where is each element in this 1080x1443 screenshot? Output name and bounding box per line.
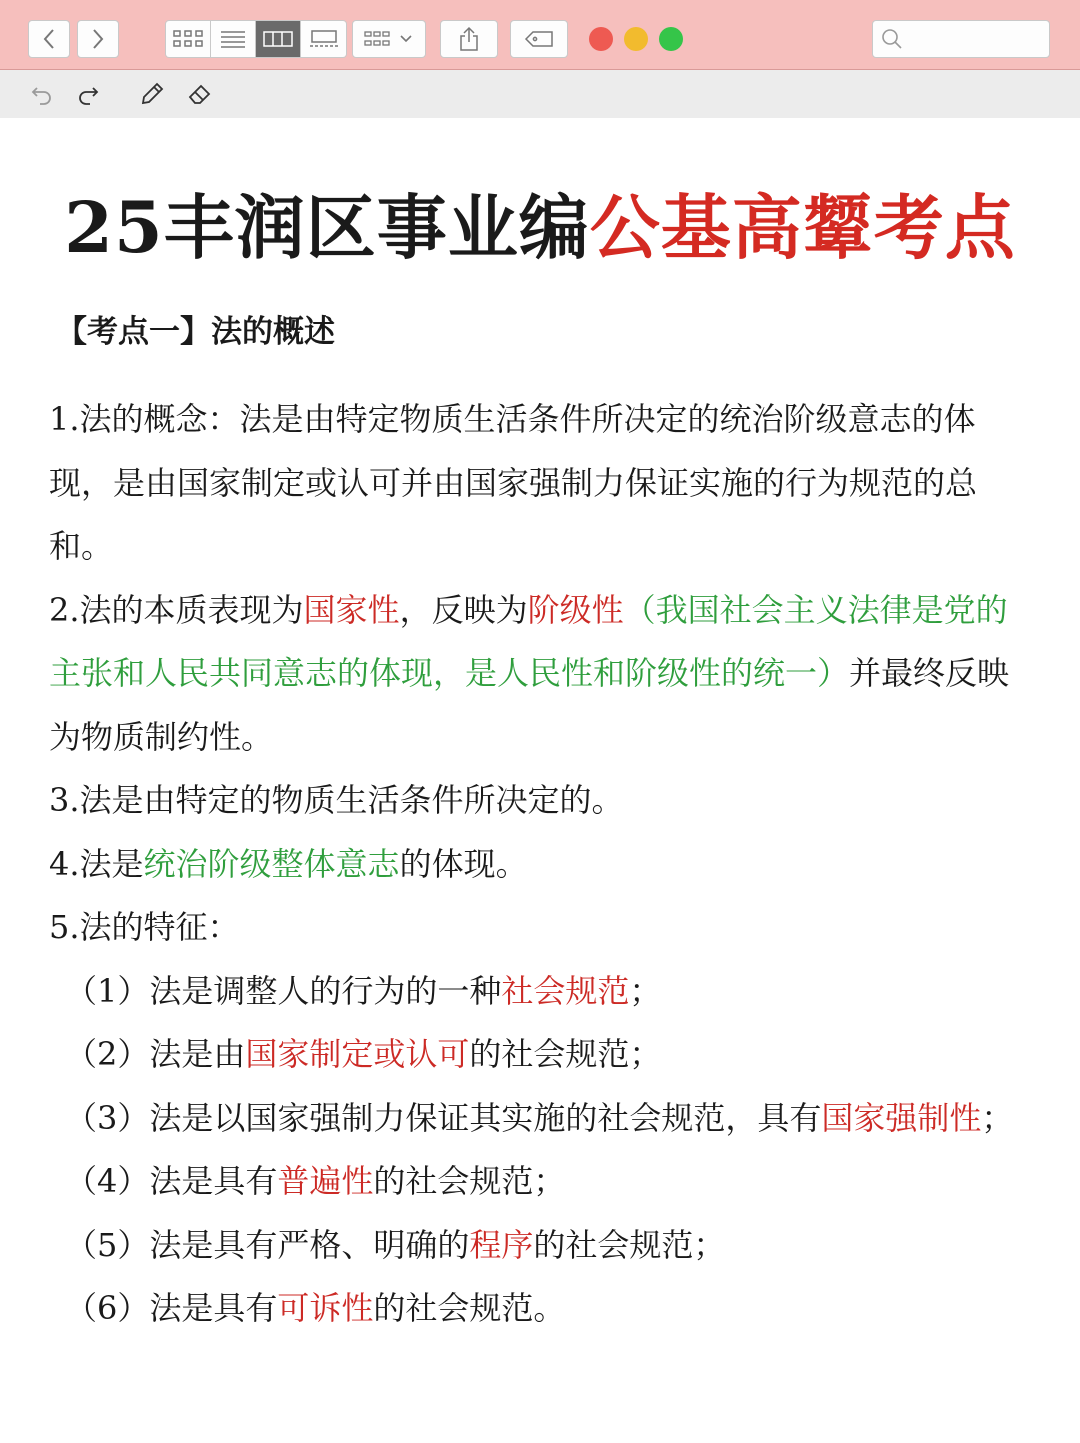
redo-button[interactable] bbox=[74, 80, 102, 108]
paragraph-4 bbox=[49, 833, 1039, 897]
text: 的社会规范； bbox=[469, 1035, 662, 1073]
text: ，反映为 bbox=[399, 590, 528, 629]
section-heading: 【考点一】法的概述 bbox=[56, 314, 335, 350]
gallery-view-icon bbox=[309, 30, 339, 48]
document-body bbox=[49, 388, 1039, 1341]
window-toolbar bbox=[0, 0, 1080, 70]
feature-item-3 bbox=[49, 1087, 1039, 1151]
text: 的社会规范。 bbox=[373, 1289, 566, 1327]
text: （5）法是具有严格、明确的 bbox=[65, 1225, 470, 1264]
text: 2.法的本质表现为 bbox=[49, 590, 304, 629]
group-by-dropdown[interactable] bbox=[352, 20, 426, 58]
paragraph-2 bbox=[49, 579, 1039, 770]
text: （4）法是具有 bbox=[65, 1162, 278, 1200]
text: （2）法是由 bbox=[65, 1035, 246, 1073]
feature-item-5 bbox=[49, 1214, 1039, 1278]
search-input[interactable] bbox=[909, 25, 1043, 55]
view-mode-selector bbox=[165, 20, 347, 58]
share-icon bbox=[458, 26, 480, 52]
paragraph-1: 1.法的概念：法是由特定物质生活条件所决定的统治阶级意志的体现，是由国家制定或认可并由国家强制力保证实施的行为规范的总和。 bbox=[49, 400, 978, 565]
highlight-red: 普遍性 bbox=[277, 1162, 374, 1200]
pencil-tool-button[interactable] bbox=[138, 80, 166, 108]
gallery-view-button[interactable] bbox=[301, 21, 346, 57]
grid-view-icon bbox=[173, 30, 203, 48]
title-red-part: 公基高颦考点 bbox=[589, 186, 1016, 269]
highlight-green: （我国社会主义法律是党的主张和人民共同意志的体现，是人民性和阶级性的统一） bbox=[49, 590, 1008, 692]
text: ； bbox=[629, 971, 662, 1010]
feature-item-6 bbox=[49, 1277, 1039, 1341]
highlight-red: 可诉性 bbox=[277, 1289, 374, 1327]
text: 的社会规范； bbox=[533, 1225, 726, 1264]
text: 并最终反映为物质制约性。 bbox=[49, 654, 1010, 756]
highlight-green: 统治阶级整体意志 bbox=[143, 844, 400, 883]
zoom-window-button[interactable] bbox=[659, 27, 683, 51]
eraser-icon bbox=[187, 81, 213, 107]
paragraph-3: 3.法是由特定的物质生活条件所决定的。 bbox=[49, 781, 624, 819]
column-view-icon bbox=[263, 30, 293, 48]
title-black-part: 25丰润区事业编 bbox=[64, 186, 590, 269]
tag-icon bbox=[524, 30, 554, 48]
undo-icon bbox=[30, 82, 54, 106]
back-button[interactable] bbox=[28, 20, 70, 58]
close-window-button[interactable] bbox=[589, 27, 613, 51]
grid-view-button[interactable] bbox=[166, 21, 211, 57]
search-box bbox=[872, 20, 1050, 58]
highlight-red: 阶级性 bbox=[527, 590, 624, 629]
text: （1）法是调整人的行为的一种 bbox=[65, 971, 502, 1010]
feature-item-1 bbox=[49, 960, 1039, 1024]
text: （6）法是具有 bbox=[65, 1289, 278, 1327]
highlight-red: 国家性 bbox=[303, 590, 400, 629]
edit-toolbar bbox=[0, 70, 1080, 118]
undo-button[interactable] bbox=[28, 80, 56, 108]
paragraph-5: 5.法的特征： bbox=[49, 908, 240, 946]
text: 4.法是 bbox=[49, 844, 144, 883]
minimize-window-button[interactable] bbox=[624, 27, 648, 51]
eraser-tool-button[interactable] bbox=[186, 80, 214, 108]
text: 的社会规范； bbox=[373, 1162, 566, 1200]
list-view-icon bbox=[220, 30, 246, 48]
search-icon bbox=[881, 28, 903, 54]
highlight-red: 国家制定或认可 bbox=[245, 1035, 470, 1073]
highlight-red: 社会规范 bbox=[501, 971, 630, 1010]
feature-item-2 bbox=[49, 1023, 1039, 1087]
back-icon bbox=[42, 28, 56, 50]
highlight-red: 国家强制性 bbox=[821, 1098, 982, 1137]
redo-icon bbox=[76, 82, 100, 106]
document-title bbox=[0, 172, 1080, 273]
column-view-button[interactable] bbox=[256, 21, 301, 57]
share-button[interactable] bbox=[440, 20, 498, 58]
forward-button[interactable] bbox=[77, 20, 119, 58]
text: 的体现。 bbox=[399, 844, 528, 883]
pencil-icon bbox=[139, 81, 165, 107]
text: （3）法是以国家强制力保证其实施的社会规范，具有 bbox=[65, 1098, 822, 1137]
tag-button[interactable] bbox=[510, 20, 568, 58]
group-dropdown-icon bbox=[363, 30, 415, 48]
forward-icon bbox=[91, 28, 105, 50]
text: ； bbox=[981, 1098, 1014, 1137]
feature-item-4 bbox=[49, 1150, 1039, 1214]
highlight-red: 程序 bbox=[469, 1225, 534, 1264]
list-view-button[interactable] bbox=[211, 21, 256, 57]
